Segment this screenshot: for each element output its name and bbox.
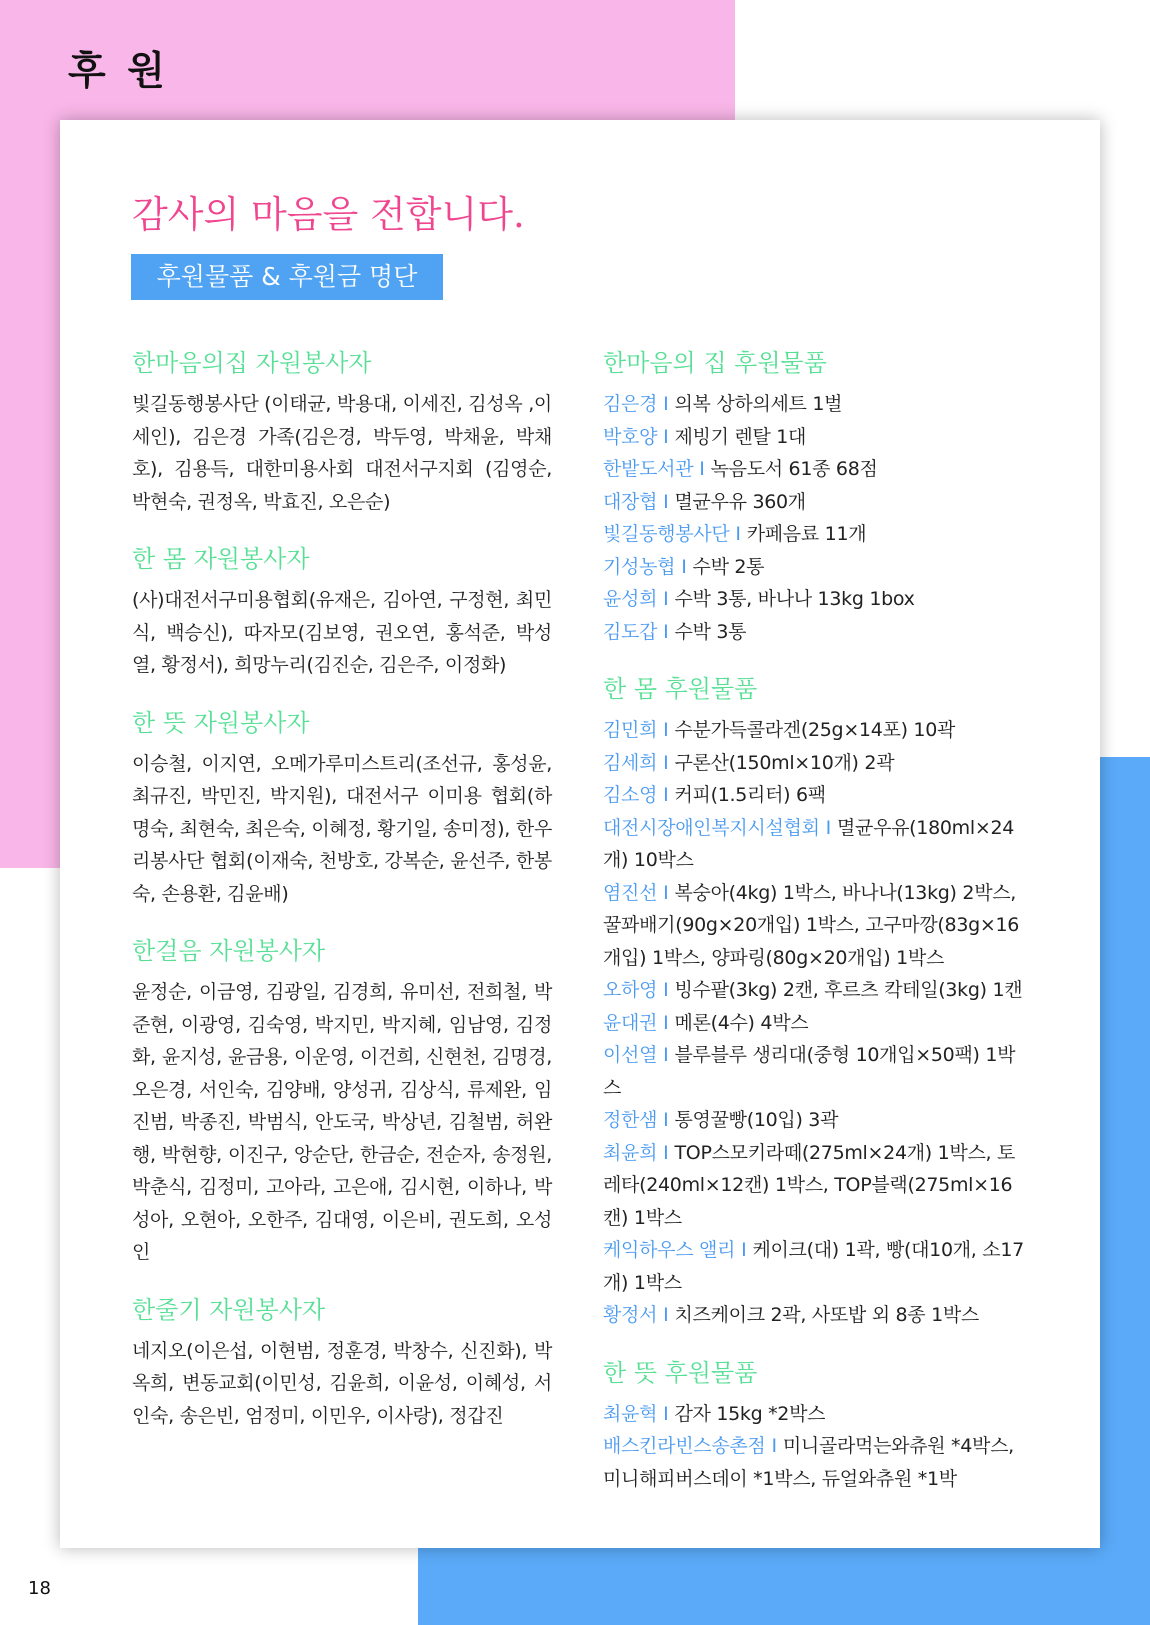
separator: I	[663, 1304, 669, 1326]
section-tag: 후원물품 & 후원금 명단	[131, 254, 443, 300]
donation-entry	[603, 421, 1033, 454]
donor-name: 김민희	[603, 719, 658, 741]
donation-entry	[603, 616, 1033, 649]
donor-name: 대장협	[603, 490, 658, 513]
donated-item: 카페음료 11개	[746, 523, 867, 545]
donation-entry	[603, 583, 1033, 616]
donor-name: 기성농협	[603, 555, 676, 578]
donor-name: 김은경	[603, 393, 658, 415]
page-number: 18	[28, 1578, 51, 1599]
separator: I	[663, 1402, 669, 1425]
donor-name: 이선열	[603, 1044, 658, 1066]
separator: I	[663, 719, 669, 741]
donated-item: TOP스모키라떼(275ml×24개) 1박스, 토레타(240ml×12캔) 1박스, TOP블랙(275ml×16캔) 1박스	[603, 1141, 1016, 1229]
donor-name: 정한샘	[603, 1109, 658, 1131]
donation-entry	[603, 388, 1033, 421]
separator: I	[681, 555, 687, 578]
volunteer-names: 네지오(이은섭, 이현범, 정훈경, 박창수, 신진화), 박옥희, 변동교회(이민성, 김윤희, 이윤성, 이혜성, 서인숙, 송은빈, 엄정미, 이민우, 이사랑), 정갑진	[132, 1339, 552, 1427]
donor-name: 최윤혁	[603, 1402, 658, 1425]
donated-item: 미니골라먹는와츄원 *4박스, 미니해피버스데이 *1박스, 듀얼와츄원 *1박	[603, 1435, 1014, 1490]
donation-entry	[603, 1430, 1033, 1495]
donation-entry	[603, 1104, 1033, 1137]
section-title: 한 뜻 자원봉사자	[132, 708, 310, 737]
separator: I	[663, 1011, 669, 1034]
donated-item: 멸균우유 360개	[674, 490, 806, 513]
donation-entry	[603, 1398, 1033, 1431]
separator: I	[825, 816, 831, 839]
donation-column	[603, 348, 1033, 1521]
separator: I	[663, 1044, 669, 1066]
donor-name: 최윤희	[603, 1141, 658, 1164]
donor-name: 김세희	[603, 751, 658, 774]
volunteer-section	[132, 544, 552, 682]
headline: 감사의 마음을 전합니다.	[132, 193, 525, 236]
section-title: 한걸음 자원봉사자	[132, 937, 326, 965]
donated-item: 녹음도서 61종 68점	[710, 458, 878, 480]
donated-item: 구론산(150ml×10개) 2곽	[674, 751, 895, 774]
content-card	[60, 120, 1100, 1548]
donated-item: 멸균우유(180ml×24개) 10박스	[603, 816, 1015, 871]
section-title: 한마음의 집 후원물품	[603, 349, 827, 377]
donated-item: 치즈케이크 2곽, 사또밥 외 8종 1박스	[674, 1304, 979, 1326]
separator: I	[663, 425, 669, 448]
donor-name: 황정서	[603, 1304, 658, 1326]
volunteer-section	[132, 936, 552, 1269]
separator: I	[663, 393, 669, 415]
separator: I	[663, 1141, 669, 1164]
donation-entry	[603, 551, 1033, 584]
section-title: 한줄기 자원봉사자	[132, 1295, 326, 1324]
volunteer-names: 빛길동행봉사단 (이태균, 박용대, 이세진, 김성옥 ,이세인), 김은경 가족(김은경, 박두영, 박채윤, 박채호), 김용득, 대한미용사회 대전서구지회 (김영순, 박현숙, 권정옥, 박효진, 오은순)	[132, 393, 552, 513]
donor-name: 윤성희	[603, 588, 658, 610]
donor-name: 한밭도서관	[603, 458, 694, 480]
separator: I	[663, 490, 669, 513]
donor-name: 윤대권	[603, 1011, 658, 1034]
donated-item: 수박 3통, 바나나 13kg 1box	[674, 588, 915, 610]
section-title: 한 뜻 후원물품	[603, 1358, 758, 1387]
separator: I	[771, 1435, 777, 1457]
separator: I	[663, 979, 669, 1001]
donor-name: 대전시장애인복지시설협회	[603, 816, 820, 839]
donated-item: 블루블루 생리대(중형 10개입×50팩) 1박스	[603, 1044, 1016, 1099]
donated-item: 수박 2통	[692, 555, 765, 578]
donated-item: 메론(4수) 4박스	[674, 1011, 809, 1034]
donation-entry	[603, 1234, 1033, 1299]
donation-entry	[603, 747, 1033, 780]
donated-item: 제빙기 렌탈 1대	[674, 425, 807, 448]
donor-name: 빛길동행봉사단	[603, 523, 730, 545]
volunteer-column	[132, 348, 552, 1458]
separator: I	[699, 458, 705, 480]
donation-entry	[603, 1007, 1033, 1040]
donor-name: 박호양	[603, 425, 658, 448]
donation-entry	[603, 779, 1033, 812]
donated-item: 통영꿀빵(10입) 3곽	[674, 1109, 839, 1131]
donated-item: 감자 15kg *2박스	[674, 1402, 826, 1425]
separator: I	[663, 784, 669, 806]
separator: I	[663, 751, 669, 774]
donation-entry	[603, 1039, 1033, 1104]
donation-entry	[603, 714, 1033, 747]
volunteer-names: 윤정순, 이금영, 김광일, 김경희, 유미선, 전희철, 박준현, 이광영, 김숙영, 박지민, 박지혜, 임남영, 김정화, 윤지성, 윤금용, 이운영, 이건희, 신현천, 김명경, 오은경, 서인숙, 김양배, 양성귀, 김상식, 류제완, 임진범, 박종진, 박범식, 안도국, 박상년, 김철범, 허완행, 박현향, 이진구, 앙순단, 한금순, 전순자, 송정원, 박춘식, 김정미, 고아라, 고은애, 김시현, 이하나, 박성아, 오현아, 오한주, 김대영, 이은비, 권도희, 오성인	[132, 981, 552, 1263]
donation-entry	[603, 1137, 1033, 1235]
separator: I	[741, 1239, 747, 1261]
donor-name: 케익하우스 앨리	[603, 1239, 736, 1261]
donation-section	[603, 348, 1033, 648]
separator: I	[663, 881, 669, 904]
donation-entry	[603, 518, 1033, 551]
donation-entry	[603, 974, 1033, 1007]
volunteer-names: 이승철, 이지연, 오메가루미스트리(조선규, 홍성윤, 최규진, 박민진, 박지원), 대전서구 이미용 협회(하명숙, 최현숙, 최은숙, 이혜정, 황기일, 송미정), 한우리봉사단 협회(이재숙, 천방호, 강복순, 윤선주, 한봉숙, 손용환, 김윤배)	[132, 752, 552, 905]
donation-section	[603, 674, 1033, 1332]
donated-item: 의복 상하의세트 1벌	[674, 393, 843, 415]
donation-entry	[603, 486, 1033, 519]
donation-section	[603, 1358, 1033, 1496]
donor-name: 배스킨라빈스송촌점	[603, 1435, 766, 1457]
donor-name: 김소영	[603, 784, 658, 806]
section-title: 한마음의집 자원봉사자	[132, 349, 372, 377]
donation-entry	[603, 877, 1033, 975]
separator: I	[735, 523, 741, 545]
volunteer-names: (사)대전서구미용협회(유재은, 김아연, 구정현, 최민식, 백승신), 따자모(김보영, 권오연, 홍석준, 박성열, 황정서), 희망누리(김진순, 김은주, 이정화)	[132, 589, 552, 676]
donation-entry	[603, 1299, 1033, 1332]
donated-item: 수분가득콜라겐(25g×14포) 10곽	[674, 719, 956, 741]
separator: I	[663, 1109, 669, 1131]
donated-item: 커피(1.5리터) 6팩	[674, 784, 826, 806]
donated-item: 빙수팥(3kg) 2캔, 후르츠 칵테일(3kg) 1캔	[674, 979, 1023, 1001]
donor-name: 김도갑	[603, 620, 658, 643]
donor-name: 오하영	[603, 979, 658, 1001]
separator: I	[663, 588, 669, 610]
volunteer-section	[132, 348, 552, 518]
volunteer-section	[132, 708, 552, 911]
volunteer-section	[132, 1295, 552, 1433]
section-title: 한 몸 자원봉사자	[132, 545, 310, 573]
section-title: 한 몸 후원물품	[603, 675, 758, 703]
donation-entry	[603, 812, 1033, 877]
page-title: 후 원	[68, 49, 169, 94]
donated-item: 케이크(대) 1곽, 빵(대10개, 소17개) 1박스	[603, 1239, 1024, 1294]
donation-entry	[603, 453, 1033, 486]
donor-name: 염진선	[603, 881, 658, 904]
separator: I	[663, 620, 669, 643]
donated-item: 복숭아(4kg) 1박스, 바나나(13kg) 2박스, 꿀꽈배기(90g×20개입) 1박스, 고구마깡(83g×16개입) 1박스, 양파링(80g×20개입) 1박스	[603, 881, 1020, 969]
donated-item: 수박 3통	[674, 620, 747, 643]
